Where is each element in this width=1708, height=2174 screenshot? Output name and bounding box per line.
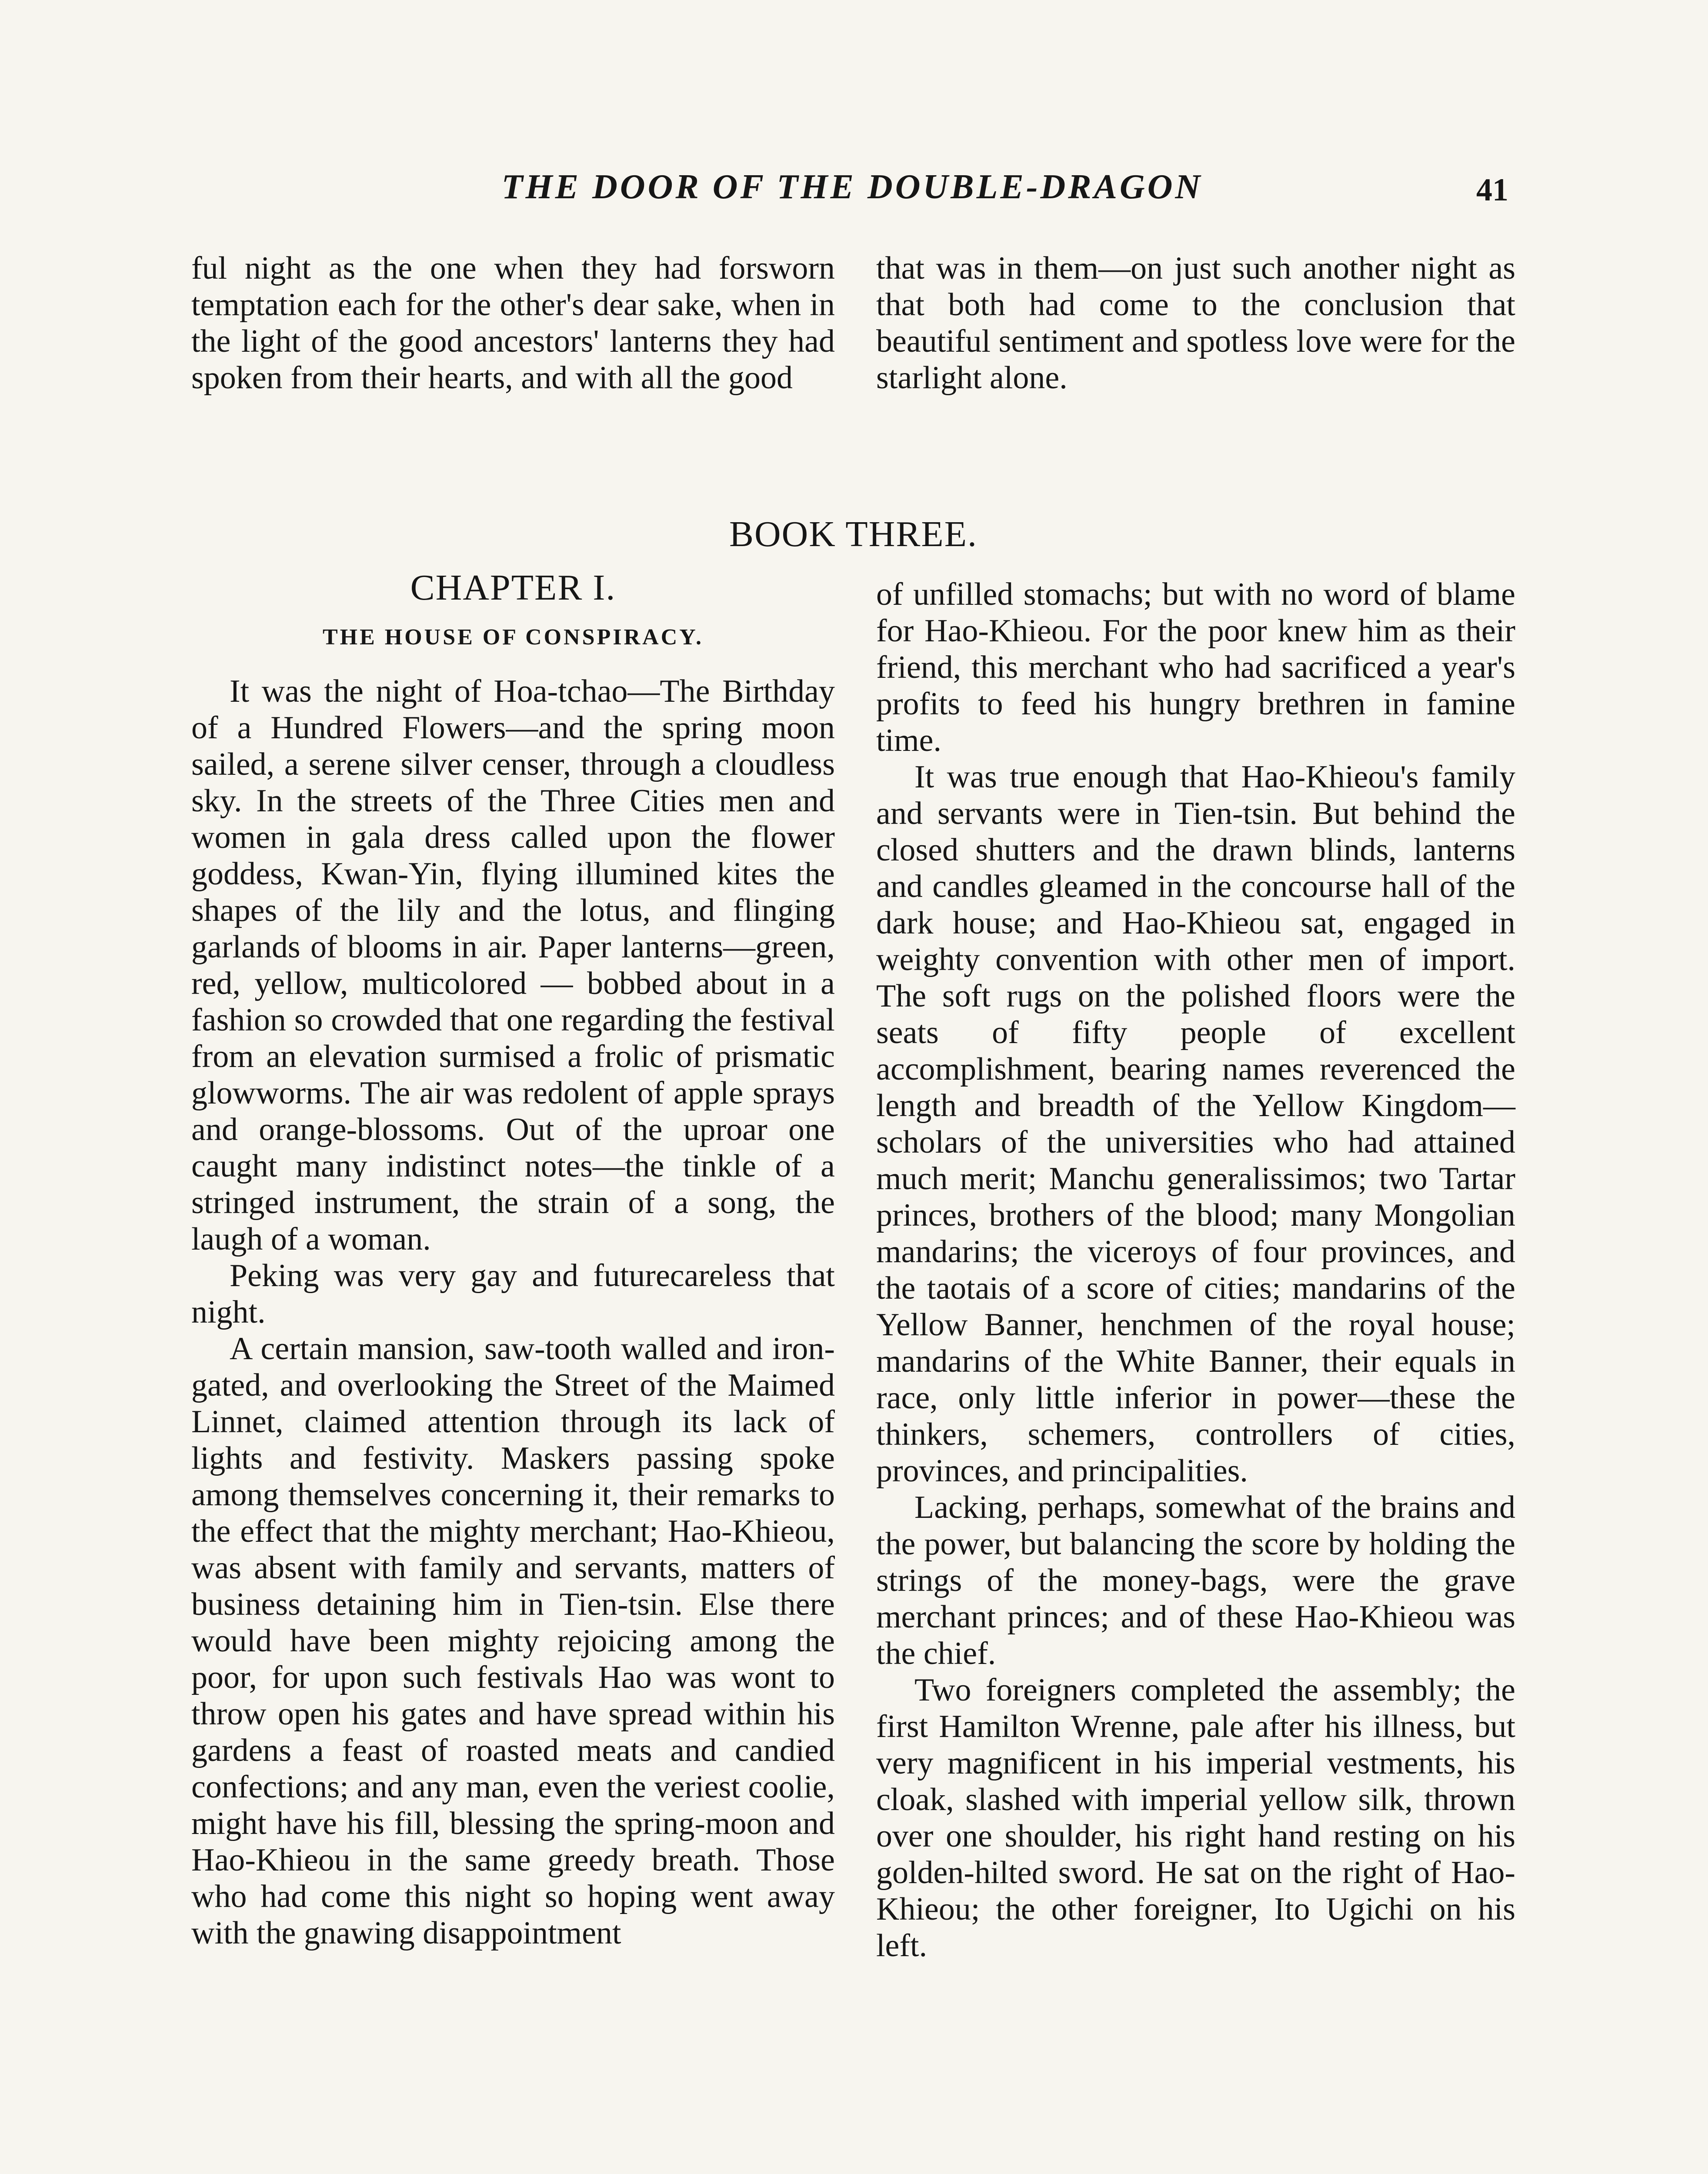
running-title: THE DOOR OF THE DOUBLE-DRAGON [501,168,1203,206]
paragraph: of unfilled stomachs; but with no word of blame for Hao-Khieou. For the poor knew him as their friend, this merchant who had sacrificed a year's profits to feed his hungry brethren in famine time. [876,577,1515,758]
page-number: 41 [1476,172,1508,208]
book-title: BOOK THREE. [729,514,978,554]
paragraph: Two foreigners completed the assembly; the first Hamilton Wrenne, pale after his illness, but very magnificent in his imperial vestments, his cloak, slashed with imperial yellow silk, thrown over one shoulder, his right hand resting on his golden-hilted sword. He sat on the right of Hao-Khieou; the other foreigner, Ito Ugichi on his left. [876,1672,1515,1964]
chapter-heading: CHAPTER I. [410,567,616,608]
paragraph: A certain mansion, saw-tooth walled and iron-gated, and overlooking the Street of the Maimed Linnet, claimed attention through its lack of lights and festivity. Maskers passing spoke among themselves concerning it, their remarks to the effect that the mighty merchant; Hao-Khieou, was absent with family and servants, matters of business detaining him in Tien-tsin. Else there would have been mighty rejoicing among the poor, for upon such festivals Hao was wont to throw open his gates and have spread within his gardens a feast of roasted meats and candied confections; and any man, even the veriest coolie, might have his fill, blessing the spring-moon and Hao-Khieou in the same greedy breath. Those who had come this night so hoping went away with the gnawing disappointment [191,1331,835,1951]
paragraph: that was in them—on just such another night as that both had come to the conclusion that beautiful sentiment and spotless love were for the starlight alone. [876,250,1515,396]
chapter-subtitle: THE HOUSE OF CONSPIRACY. [322,625,704,650]
column-left [191,567,835,1951]
paragraph: It was the night of Hoa-tchao—The Birthday of a Hundred Flowers—and the spring moon sailed, a serene silver censer, through a cloudless sky. In the streets of the Three Cities men and women in gala dress called upon the flower goddess, Kwan-Yin, flying illumined kites the shapes of the lily and the lotus, and flinging garlands of blooms in air. Paper lanterns—green, red, yellow, multicolored — bobbed about in a fashion so crowded that one regarding the festival from an elevation surmised a frolic of prismatic glowworms. The air was redolent of apple sprays and orange-blossoms. Out of the uproar one caught many indistinct notes—the tinkle of a stringed instrument, the strain of a song, the laugh of a woman. [191,674,835,1257]
paragraph: Lacking, perhaps, somewhat of the brains and the power, but balancing the score by holding the strings of the money-bags, were the grave merchant princes; and of these Hao-Khieou was the chief. [876,1490,1515,1671]
paragraph: It was true enough that Hao-Khieou's family and servants were in Tien-tsin. But behind the closed shutters and the drawn blinds, lanterns and candles gleamed in the concourse hall of the dark house; and Hao-Khieou sat, engaged in weighty convention with other men of import. The soft rugs on the polished floors were the seats of fifty people of excellent accomplishment, bearing names reverenced the length and breadth of the Yellow Kingdom—scholars of the universities who had attained much merit; Manchu generalissimos; two Tartar princes, brothers of the blood; many Mongolian mandarins; the viceroys of four provinces, and the taotais of a score of cities; mandarins of the Yellow Banner, henchmen of the royal house; mandarins of the White Banner, their equals in race, only little inferior in power—these the thinkers, schemers, controllers of cities, provinces, and principalities. [876,759,1515,1489]
column-right [876,576,1515,1964]
paragraph: Peking was very gay and futurecareless that night. [191,1258,835,1330]
paragraph: ful night as the one when they had forsworn temptation each for the other's dear sake, when in the light of the good ancestors' lanterns they had spoken from their hearts, and with all the good [191,250,835,396]
continued-text-left [191,250,835,396]
continued-text-right [876,250,1515,396]
